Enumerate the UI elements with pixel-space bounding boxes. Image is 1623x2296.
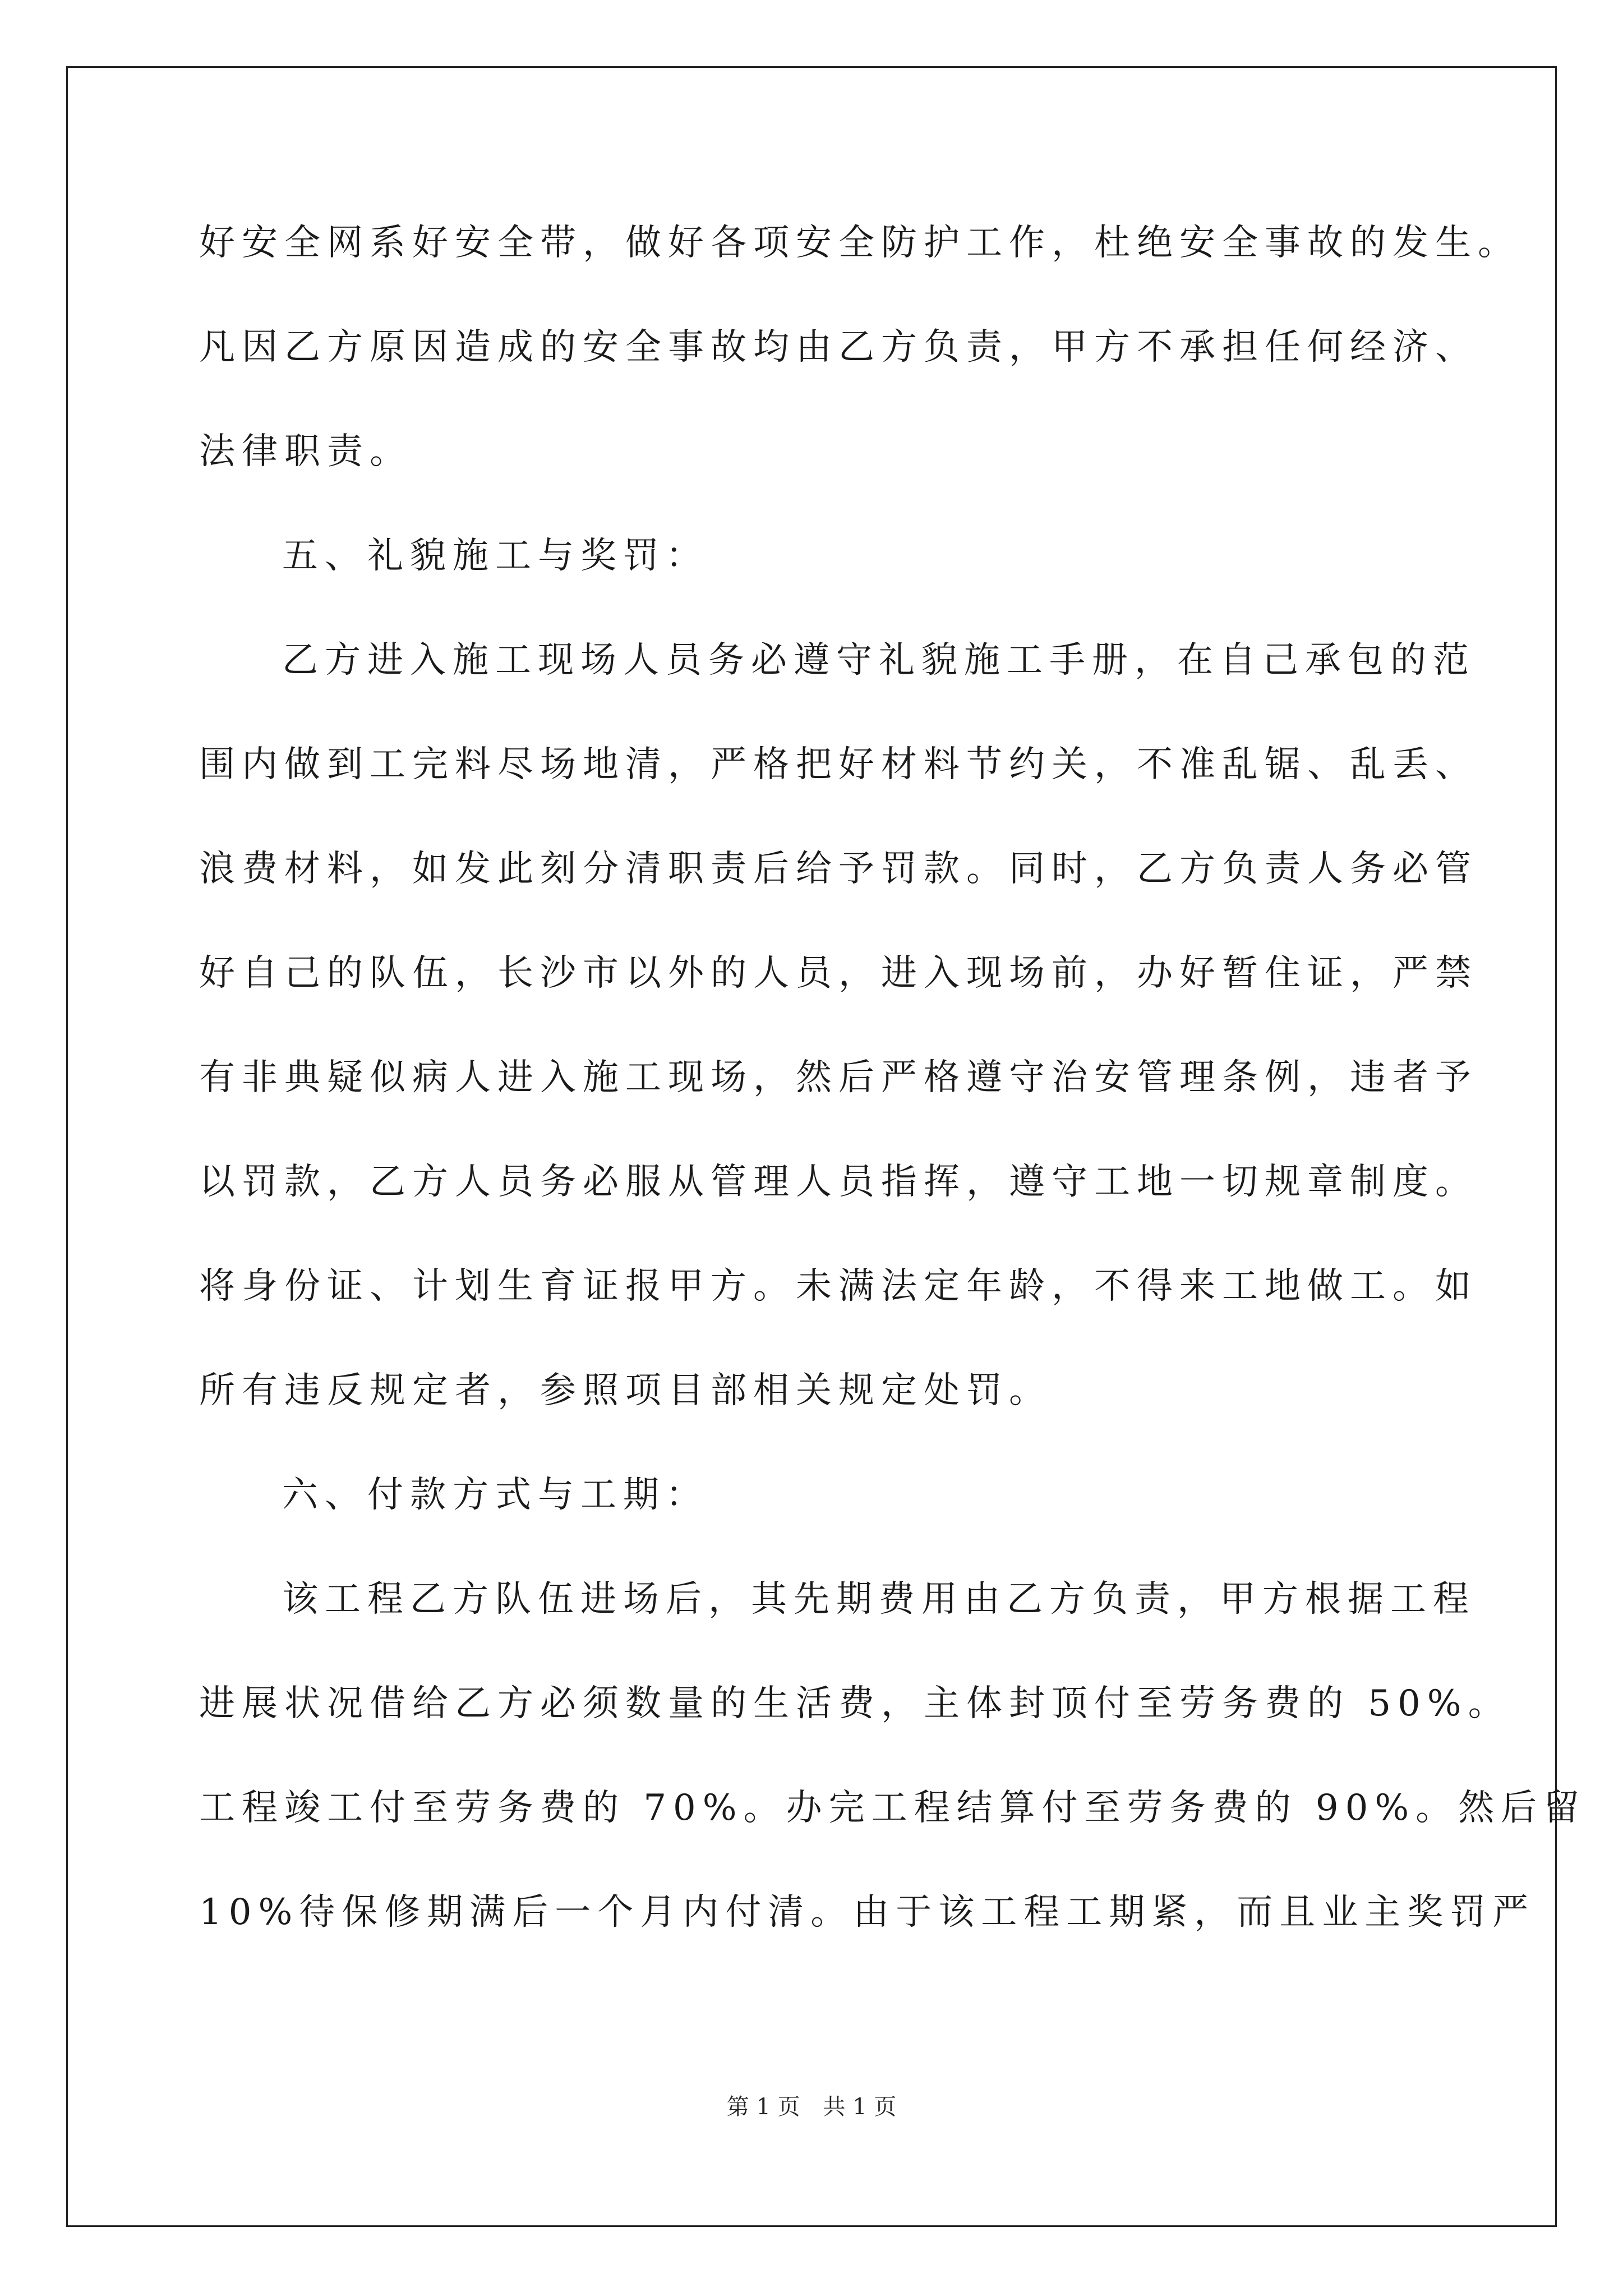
text-line: 好安全网系好安全带，做好各项安全防护工作，杜绝安全事故的发生。 (199, 222, 1520, 264)
text-line: 乙方进入施工现场人员务必遵守礼貌施工手册，在自己承包的范 (282, 639, 1476, 681)
text-line: 有非典疑似病人进入施工现场，然后严格遵守治安管理条例，违者予 (199, 1057, 1478, 1098)
text-line: 围内做到工完料尽场地清，严格把好材料节约关，不准乱锯、乱丢、 (199, 744, 1478, 785)
document-body (199, 191, 1587, 1964)
page-footer (0, 2089, 1623, 2121)
section-heading: 六、付款方式与工期： (282, 1474, 708, 1516)
text-line: 法律职责。 (199, 431, 412, 472)
text-line: 工程竣工付至劳务费的 70%。办完工程结算付至劳务费的 90%。然后留 (199, 1787, 1587, 1829)
page-number: 第 1 页 (726, 2094, 800, 2120)
text-line: 浪费材料，如发此刻分清职责后给予罚款。同时，乙方负责人务必管 (199, 848, 1478, 890)
text-line: 所有违反规定者，参照项目部相关规定处罚。 (199, 1370, 1052, 1411)
section-heading: 五、礼貌施工与奖罚： (282, 535, 708, 577)
text-line: 将身份证、计划生育证报甲方。未满法定年龄，不得来工地做工。如 (199, 1266, 1478, 1307)
page-total: 共 1 页 (823, 2094, 897, 2120)
text-line: 以罚款，乙方人员务必服从管理人员指挥，遵守工地一切规章制度。 (199, 1161, 1478, 1203)
text-line: 凡因乙方原因造成的安全事故均由乙方负责，甲方不承担任何经济、 (199, 326, 1478, 368)
text-line: 该工程乙方队伍进场后，其先期费用由乙方负责，甲方根据工程 (282, 1579, 1476, 1620)
text-line: 好自己的队伍，长沙市以外的人员，进入现场前，办好暂住证，严禁 (199, 953, 1478, 994)
text-line: 10%待保修期满后一个月内付清。由于该工程工期紧，而且业主奖罚严 (199, 1892, 1536, 1933)
text-line: 进展状况借给乙方必须数量的生活费，主体封顶付至劳务费的 50%。 (199, 1683, 1511, 1724)
